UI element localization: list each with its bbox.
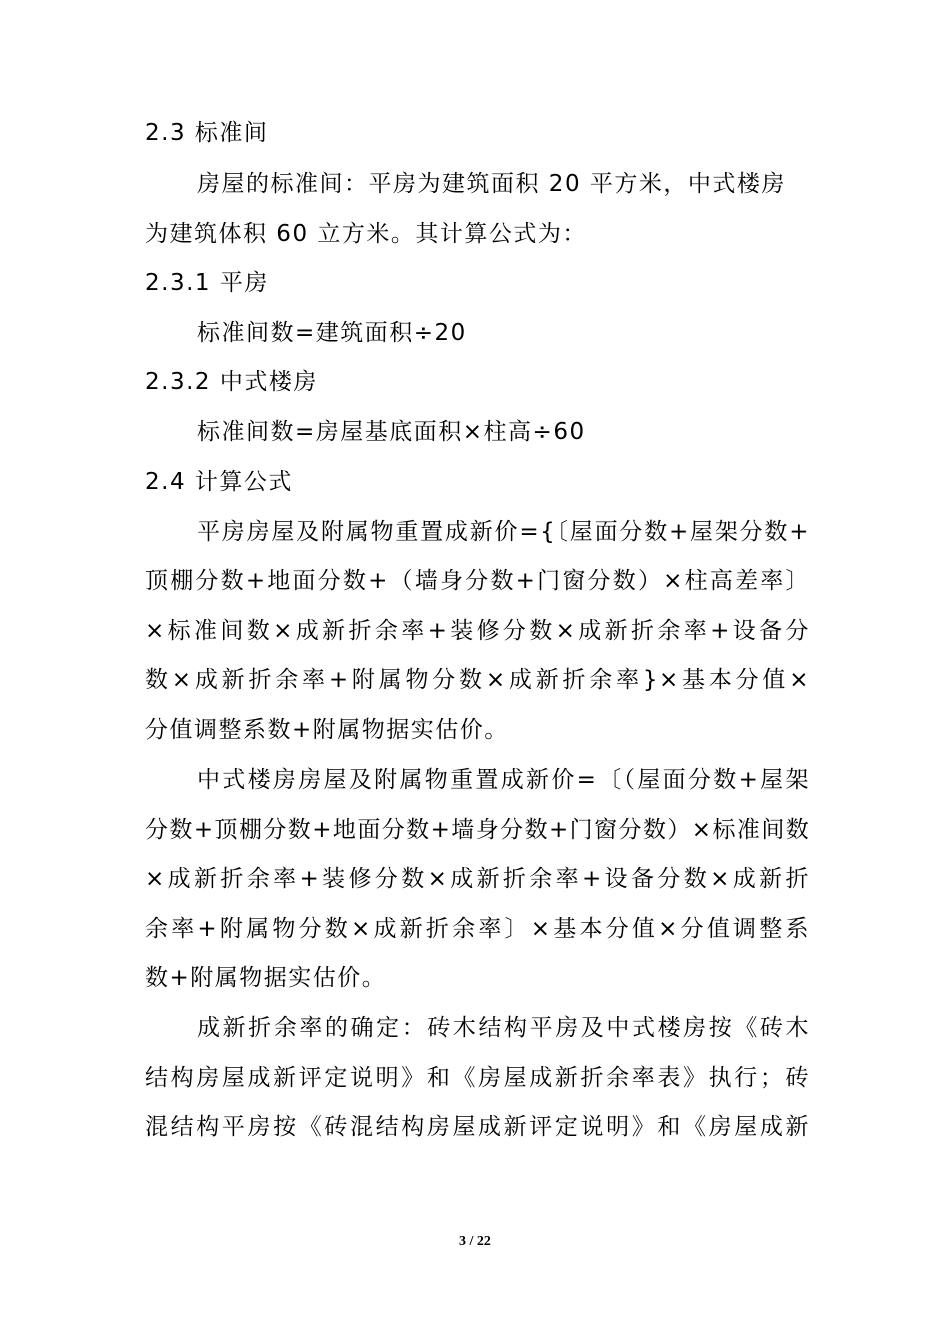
paragraph-line: 分值调整系数+附属物据实估价。 bbox=[145, 717, 509, 743]
paragraph-line: 中式楼房房屋及附属物重置成新价=〔（屋面分数+屋架 bbox=[197, 767, 810, 793]
paragraph-line: 混结构平房按《砖混结构房屋成新评定说明》和《房屋成新 bbox=[145, 1114, 810, 1140]
paragraph-line: ×成新折余率+装修分数×成新折余率+设备分数×成新折 bbox=[145, 866, 810, 892]
heading-2-3-2: 2.3.2 中式楼房 bbox=[145, 369, 318, 395]
page-number: 3 / 22 bbox=[459, 1234, 491, 1249]
paragraph-line: 数+附属物据实估价。 bbox=[145, 965, 387, 991]
paragraph-line: 分数+顶棚分数+地面分数+墙身分数+门窗分数）×标准间数 bbox=[145, 817, 810, 843]
formula-line: 标准间数=房屋基底面积×柱高÷60 bbox=[197, 419, 586, 445]
formula-line: 标准间数=建筑面积÷20 bbox=[197, 320, 467, 346]
heading-2-3-1: 2.3.1 平房 bbox=[145, 270, 269, 296]
paragraph-line: 数×成新折余率+附属物分数×成新折余率}×基本分值× bbox=[145, 667, 810, 693]
paragraph-line: 顶棚分数+地面分数+（墙身分数+门窗分数）×柱高差率〕 bbox=[145, 568, 810, 594]
paragraph-line: 为建筑体积 60 立方米。其计算公式为： bbox=[145, 221, 587, 247]
paragraph-line: 房屋的标准间：平房为建筑面积 20 平方米，中式楼房 bbox=[197, 171, 786, 197]
paragraph-line: 平房房屋及附属物重置成新价={〔屋面分数+屋架分数+ bbox=[197, 519, 810, 545]
paragraph-line: 余率+附属物分数×成新折余率〕×基本分值×分值调整系 bbox=[145, 916, 810, 942]
paragraph-line: 结构房屋成新评定说明》和《房屋成新折余率表》执行；砖 bbox=[145, 1065, 810, 1091]
paragraph-line: ×标准间数×成新折余率+装修分数×成新折余率+设备分 bbox=[145, 618, 810, 644]
heading-2-3: 2.3 标准间 bbox=[145, 120, 269, 146]
paragraph-line: 成新折余率的确定：砖木结构平房及中式楼房按《砖木 bbox=[197, 1015, 810, 1041]
heading-2-4: 2.4 计算公式 bbox=[145, 469, 293, 495]
